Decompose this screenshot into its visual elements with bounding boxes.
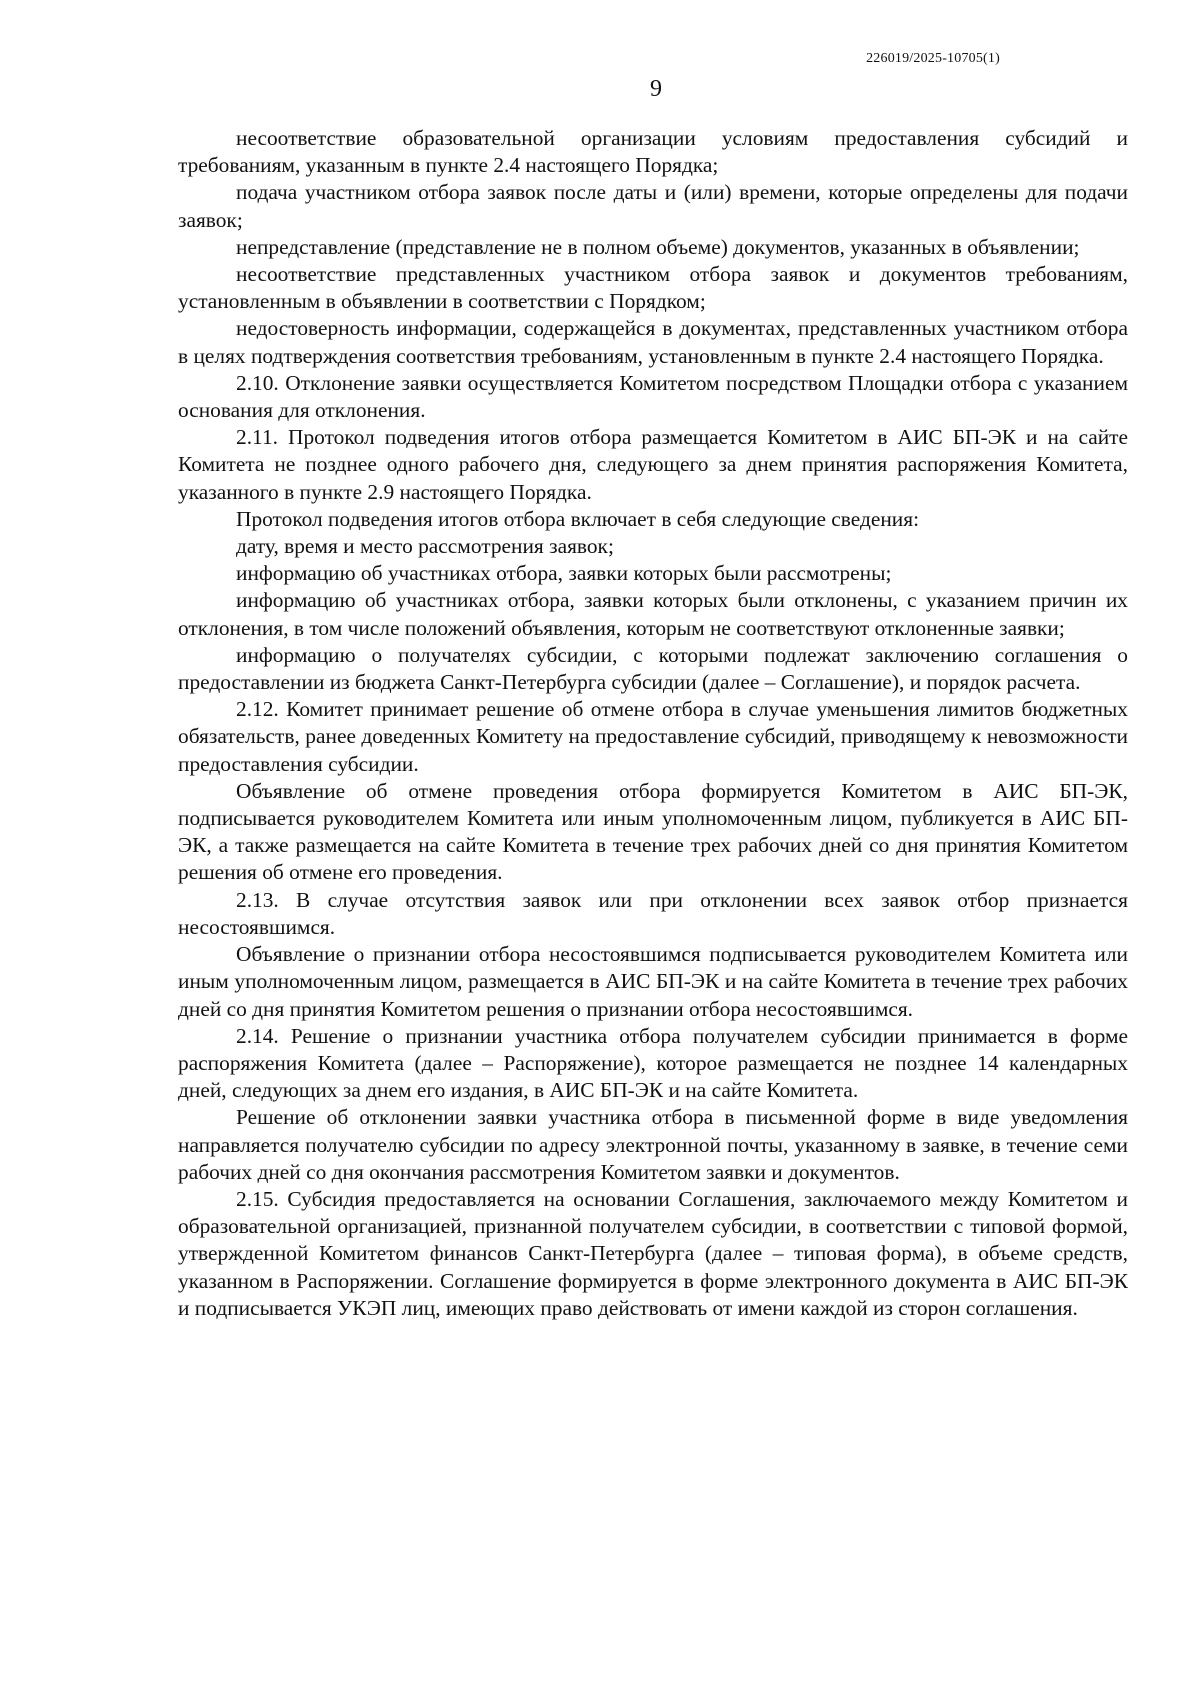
paragraph: Решение об отклонении заявки участника отбора в письменной форме в виде уведомления направляется получателю субсидии по адресу электронной почты, указанному в заявке, в течение семи рабочих дней со дня окончания рассмотрения Комитетом заявки и документов.	[178, 1105, 1128, 1184]
document-body	[178, 125, 1128, 1322]
paragraph: несоответствие образовательной организации условиям предоставления субсидий и требованиям, указанным в пункте 2.4 настоящего Порядка;	[178, 126, 1128, 178]
paragraph: Протокол подведения итогов отбора включает в себя следующие сведения:	[236, 506, 920, 531]
paragraph: недостоверность информации, содержащейся в документах, представленных участником отбора в целях подтверждения соответствия требованиям, установленным в пункте 2.4 настоящего Порядка.	[178, 316, 1128, 368]
paragraph: Объявление о признании отбора несостоявшимся подписывается руководителем Комитета или иным уполномоченным лицом, размещается в АИС БП-ЭК и на сайте Комитета в течение трех рабочих дней со дня принятия Комитетом решения о признании отбора несостоявшимся.	[178, 942, 1128, 1021]
paragraph-clause-2-14: 2.14. Решение о признании участника отбора получателем субсидии принимается в форме распоряжения Комитета (далее – Распоряжение), которое размещается не позднее 14 календарных дней, следующих за днем его издания, в АИС БП-ЭК и на сайте Комитета.	[178, 1023, 1128, 1103]
paragraph: дату, время и место рассмотрения заявок;	[236, 534, 614, 559]
paragraph: информацию об участниках отбора, заявки которых были отклонены, с указанием причин их отклонения, в том числе положений объявления, которым не соответствуют отклоненные заявки;	[178, 588, 1128, 640]
document-registration-number: 226019/2025-10705(1)	[866, 51, 1000, 66]
paragraph: Объявление об отмене проведения отбора формируется Комитетом в АИС БП-ЭК, подписывается руководителем Комитета или иным уполномоченным лицом, публикуется в АИС БП-ЭК, а также размещается на сайте Комитета в течение трех рабочих дней со дня принятия Комитетом решения об отмене его проведения.	[178, 778, 1128, 885]
paragraph: непредставление (представление не в полном объеме) документов, указанных в объявлении;	[236, 234, 1080, 259]
paragraph-clause-2-13: 2.13. В случае отсутствия заявок или при отклонении всех заявок отбор признается несостоявшимся.	[178, 887, 1128, 939]
paragraph: информацию о получателях субсидии, с которыми подлежат заключению соглашения о предоставлении из бюджета Санкт-Петербурга субсидии (далее – Соглашение), и порядок расчета.	[178, 642, 1128, 695]
paragraph: информацию об участниках отбора, заявки которых были рассмотрены;	[236, 561, 892, 586]
paragraph-clause-2-15: 2.15. Субсидия предоставляется на основании Соглашения, заключаемого между Комитетом и образовательной организацией, признанной получателем субсидии, в соответствии с типовой формой, утвержденной Комитетом финансов Санкт-Петербурга (далее – типовая форма), в объеме средств, указанном в Распоряжении. Соглашение формируется в форме электронного документа в АИС БП-ЭК и подписывается УКЭП лиц, имеющих право действовать от имени каждой из сторон соглашения.	[178, 1186, 1128, 1320]
paragraph: несоответствие представленных участником отбора заявок и документов требованиям, установленным в объявлении в соответствии с Порядком;	[178, 262, 1128, 314]
paragraph-clause-2-11: 2.11. Протокол подведения итогов отбора размещается Комитетом в АИС БП-ЭК и на сайте Комитета не позднее одного рабочего дня, следующего за днем принятия распоряжения Комитета, указанного в пункте 2.9 настоящего Порядка.	[178, 425, 1128, 504]
paragraph: подача участником отбора заявок после даты и (или) времени, которые определены для подачи заявок;	[178, 180, 1128, 232]
page-number: 9	[650, 76, 662, 102]
paragraph-clause-2-10: 2.10. Отклонение заявки осуществляется Комитетом посредством Площадки отбора с указанием основания для отклонения.	[178, 370, 1128, 423]
paragraph-clause-2-12: 2.12. Комитет принимает решение об отмене отбора в случае уменьшения лимитов бюджетных обязательств, ранее доведенных Комитету на предоставление субсидий, приводящему к невозможности предоставления субсидии.	[178, 697, 1128, 776]
